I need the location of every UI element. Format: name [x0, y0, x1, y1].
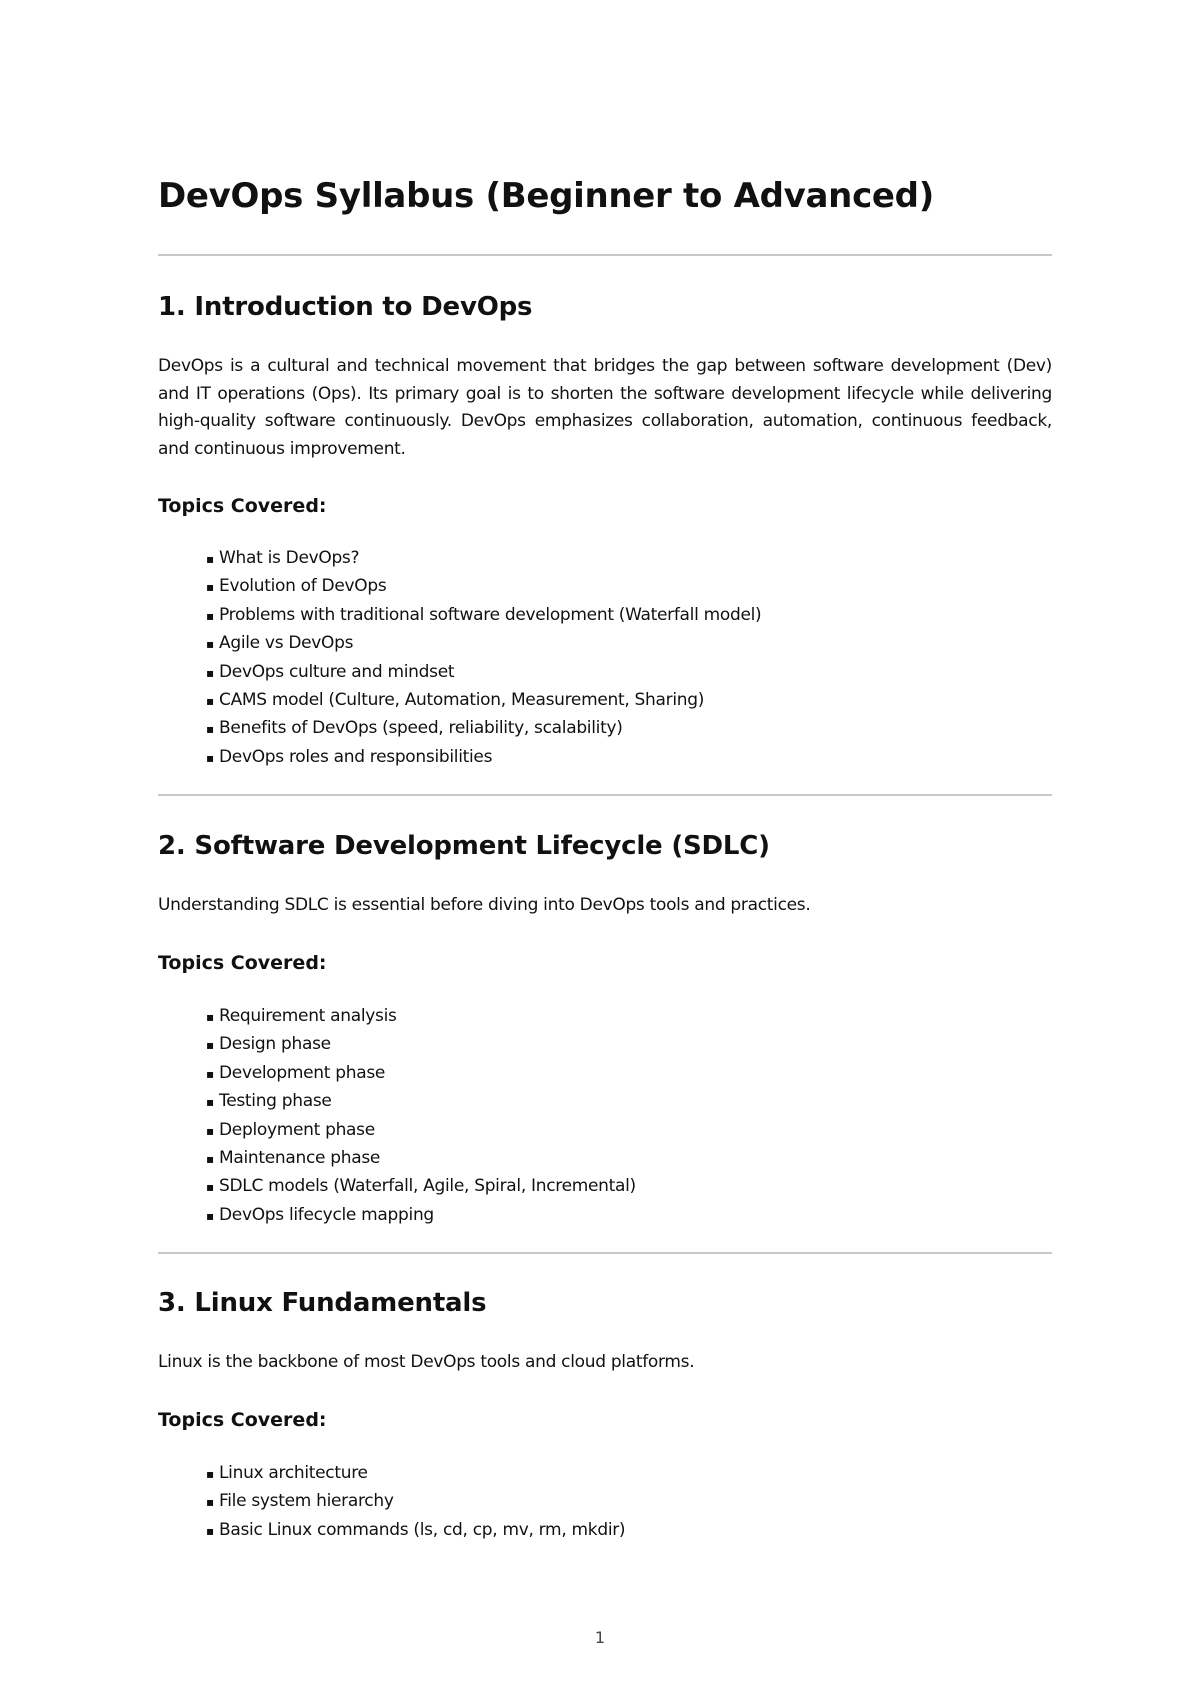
list-item: ▪ Requirement analysis	[206, 1003, 636, 1031]
bullet-icon: ▪	[206, 1180, 214, 1195]
bullet-icon: ▪	[206, 608, 214, 623]
section-heading-introduction: 1. Introduction to DevOps	[158, 292, 533, 322]
topic-list-linux	[206, 1460, 625, 1545]
list-item: ▪ DevOps lifecycle mapping	[206, 1202, 636, 1230]
section-paragraph-sdlc: Understanding SDLC is essential before diving into DevOps tools and practices.	[158, 895, 811, 915]
bullet-icon: ▪	[206, 580, 214, 595]
bullet-icon: ▪	[206, 1208, 214, 1223]
list-item: ▪ SDLC models (Waterfall, Agile, Spiral, Incremental)	[206, 1173, 636, 1201]
list-item: ▪ DevOps roles and responsibilities	[206, 744, 761, 772]
bullet-icon: ▪	[206, 637, 214, 652]
bullet-icon: ▪	[206, 750, 214, 765]
bullet-icon: ▪	[206, 1066, 214, 1081]
list-item: ▪ DevOps culture and mindset	[206, 659, 761, 687]
section-divider	[158, 1252, 1052, 1254]
bullet-icon: ▪	[206, 1495, 214, 1510]
topics-heading-introduction: Topics Covered:	[158, 495, 327, 517]
list-item: ▪ Evolution of DevOps	[206, 573, 761, 601]
section-divider	[158, 794, 1052, 796]
bullet-icon: ▪	[206, 694, 214, 709]
list-item: ▪ Basic Linux commands (ls, cd, cp, mv, rm, mkdir)	[206, 1517, 625, 1545]
bullet-icon: ▪	[206, 1523, 214, 1538]
section-paragraph-linux: Linux is the backbone of most DevOps tools and cloud platforms.	[158, 1352, 695, 1372]
page-number: 1	[594, 1628, 606, 1647]
list-item: ▪ Development phase	[206, 1060, 636, 1088]
list-item: ▪ Linux architecture	[206, 1460, 625, 1488]
section-heading-sdlc: 2. Software Development Lifecycle (SDLC)	[158, 831, 770, 861]
bullet-icon: ▪	[206, 722, 214, 737]
list-item: ▪ What is DevOps?	[206, 545, 761, 573]
bullet-icon: ▪	[206, 1123, 214, 1138]
topic-list-sdlc	[206, 1003, 636, 1230]
bullet-icon: ▪	[206, 1038, 214, 1053]
list-item: ▪ Design phase	[206, 1031, 636, 1059]
bullet-icon: ▪	[206, 665, 214, 680]
bullet-icon: ▪	[206, 1152, 214, 1167]
list-item: ▪ File system hierarchy	[206, 1488, 625, 1516]
bullet-icon: ▪	[206, 552, 214, 566]
document-title: DevOps Syllabus (Beginner to Advanced)	[158, 176, 934, 216]
list-item: ▪ Problems with traditional software development (Waterfall model)	[206, 602, 761, 630]
list-item: ▪ Deployment phase	[206, 1117, 636, 1145]
list-item: ▪ Testing phase	[206, 1088, 636, 1116]
section-heading-linux: 3. Linux Fundamentals	[158, 1288, 487, 1318]
topics-heading-linux: Topics Covered:	[158, 1409, 327, 1431]
section-paragraph-introduction: DevOps is a cultural and technical movement that bridges the gap between software development (Dev) and IT operations (Ops). Its primary goal is to shorten the software development lifecycle while delivering high-quality software continuously. DevOps emphasizes collaboration, automation, continuous feedback, and continuous improvement.	[158, 356, 1052, 459]
list-item: ▪ CAMS model (Culture, Automation, Measurement, Sharing)	[206, 687, 761, 715]
topics-heading-sdlc: Topics Covered:	[158, 952, 327, 974]
section-divider	[158, 254, 1052, 256]
list-item: ▪ Benefits of DevOps (speed, reliability, scalability)	[206, 715, 761, 743]
topic-list-introduction	[206, 545, 761, 772]
bullet-icon: ▪	[206, 1467, 214, 1481]
bullet-icon: ▪	[206, 1010, 214, 1024]
list-item: ▪ Agile vs DevOps	[206, 630, 761, 658]
list-item: ▪ Maintenance phase	[206, 1145, 636, 1173]
bullet-icon: ▪	[206, 1095, 214, 1110]
